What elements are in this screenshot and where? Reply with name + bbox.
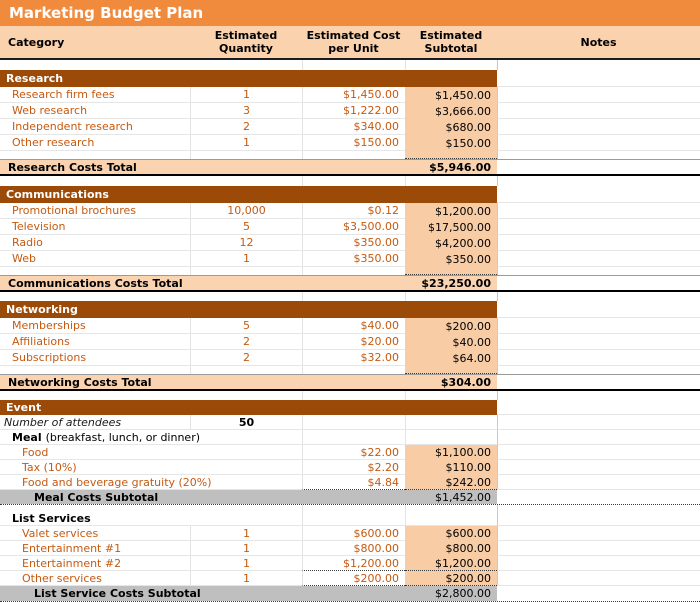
quantity-cell[interactable]: 2	[190, 334, 302, 350]
row-label[interactable]: Food	[0, 445, 302, 460]
notes-cell[interactable]	[497, 186, 700, 203]
table-row	[0, 235, 700, 251]
list-services-group-row	[0, 511, 700, 526]
section-header-networking	[0, 301, 700, 318]
quantity-cell[interactable]: 1	[190, 251, 302, 267]
row-label[interactable]: Other services	[0, 571, 190, 586]
row-label[interactable]: Television	[0, 219, 190, 235]
notes-cell[interactable]	[497, 301, 700, 318]
row-label[interactable]: Entertainment #2	[0, 556, 190, 571]
notes-cell[interactable]	[497, 219, 700, 235]
cost-cell[interactable]: $3,500.00	[302, 219, 405, 235]
table-row	[0, 334, 700, 350]
subtotal-cell[interactable]: $3,666.00	[405, 103, 497, 119]
row-label[interactable]: Valet services	[0, 526, 190, 541]
notes-cell[interactable]	[497, 475, 700, 490]
notes-cell[interactable]	[497, 526, 700, 541]
cost-cell[interactable]: $1,222.00	[302, 103, 405, 119]
cost-cell[interactable]: $0.12	[302, 203, 405, 219]
list-subtotal-value[interactable]: $2,800.00	[405, 586, 497, 601]
row-label[interactable]: Subscriptions	[0, 350, 190, 366]
notes-cell[interactable]	[497, 103, 700, 119]
header-quantity: Estimated Quantity	[214, 29, 278, 55]
spacer-row	[0, 391, 700, 400]
notes-cell	[497, 490, 700, 504]
row-label[interactable]: Food and beverage gratuity (20%)	[0, 475, 302, 490]
table-row	[0, 556, 700, 571]
notes-cell[interactable]	[497, 350, 700, 366]
meal-group-desc: (breakfast, lunch, or dinner)	[45, 430, 201, 444]
spacer-row	[0, 176, 700, 186]
subtotal-cell[interactable]: $1,200.00	[405, 203, 497, 219]
spacer-row	[0, 60, 700, 70]
table-row	[0, 445, 700, 460]
subtotal-cell[interactable]: $40.00	[405, 334, 497, 350]
table-row	[0, 571, 700, 586]
subtotal-cell[interactable]: $110.00	[405, 460, 497, 475]
subtotal-cell[interactable]	[405, 430, 497, 445]
subtotal-cell[interactable]: $242.00	[405, 475, 497, 490]
table-row	[0, 526, 700, 541]
spacer-row	[0, 292, 700, 301]
subtotal-cell[interactable]: $600.00	[405, 526, 497, 541]
cost-cell[interactable]: $350.00	[302, 251, 405, 267]
notes-cell[interactable]	[497, 203, 700, 219]
quantity-cell[interactable]: 3	[190, 103, 302, 119]
cost-cell[interactable]: $150.00	[302, 135, 405, 151]
meal-group-label: Meal	[12, 430, 42, 444]
notes-cell	[497, 375, 700, 389]
table-row	[0, 203, 700, 219]
header-notes: Notes	[580, 35, 617, 49]
list-subtotal-label: List Service Costs Subtotal	[0, 586, 405, 601]
quantity-cell[interactable]: 5	[190, 318, 302, 334]
table-row	[0, 541, 700, 556]
meal-subtotal-label: Meal Costs Subtotal	[0, 490, 405, 504]
cost-cell[interactable]: $800.00	[302, 541, 405, 556]
attendees-row	[0, 415, 700, 430]
row-label[interactable]: Other research	[0, 135, 190, 151]
table-row	[0, 103, 700, 119]
table-row	[0, 219, 700, 235]
section-title: Networking	[0, 301, 497, 318]
cost-cell[interactable]: $200.00	[302, 571, 405, 586]
total-label: Research Costs Total	[0, 160, 405, 174]
notes-cell[interactable]	[497, 400, 700, 415]
cost-cell[interactable]: $22.00	[302, 445, 405, 460]
column-header-row	[0, 26, 700, 60]
blank-row	[0, 151, 700, 159]
table-row	[0, 135, 700, 151]
notes-cell[interactable]	[497, 460, 700, 475]
notes-cell[interactable]	[497, 334, 700, 350]
notes-cell[interactable]	[497, 430, 700, 445]
subtotal-cell[interactable]: $1,450.00	[405, 87, 497, 103]
table-row	[0, 318, 700, 334]
total-label: Communications Costs Total	[0, 276, 405, 290]
quantity-cell[interactable]: 1	[190, 135, 302, 151]
quantity-cell[interactable]: 1	[190, 556, 302, 571]
subtotal-cell[interactable]: $1,100.00	[405, 445, 497, 460]
notes-cell[interactable]	[497, 318, 700, 334]
subtotal-cell[interactable]: $800.00	[405, 541, 497, 556]
section-title: Communications	[0, 186, 497, 203]
subtotal-cell[interactable]: $200.00	[405, 571, 497, 586]
notes-cell[interactable]	[497, 70, 700, 87]
cost-cell[interactable]: $40.00	[302, 318, 405, 334]
total-value[interactable]: $5,946.00	[405, 160, 497, 174]
cost-cell[interactable]: $32.00	[302, 350, 405, 366]
row-label[interactable]: Web	[0, 251, 190, 267]
subtotal-cell[interactable]: $64.00	[405, 350, 497, 366]
section-title: Event	[0, 400, 497, 415]
notes-cell[interactable]	[497, 511, 700, 526]
total-value[interactable]: $23,250.00	[405, 276, 497, 290]
notes-cell[interactable]	[497, 541, 700, 556]
notes-cell[interactable]	[497, 135, 700, 151]
cost-cell[interactable]: $4.84	[302, 475, 405, 490]
attendees-count-cell[interactable]: 50	[190, 415, 302, 430]
meal-subtotal-value[interactable]: $1,452.00	[405, 490, 497, 504]
row-label[interactable]: Entertainment #1	[0, 541, 190, 556]
section-total-row-networking	[0, 374, 700, 391]
row-label[interactable]: Tax (10%)	[0, 460, 302, 475]
notes-cell	[497, 160, 700, 174]
cost-cell[interactable]: $350.00	[302, 235, 405, 251]
row-label[interactable]: Memberships	[0, 318, 190, 334]
subtotal-cell[interactable]: $4,200.00	[405, 235, 497, 251]
cost-cell[interactable]: $1,200.00	[302, 556, 405, 571]
row-label[interactable]: Research firm fees	[0, 87, 190, 103]
table-row	[0, 119, 700, 135]
cost-cell[interactable]: $20.00	[302, 334, 405, 350]
quantity-cell[interactable]: 2	[190, 350, 302, 366]
total-label: Networking Costs Total	[0, 375, 405, 389]
meal-group-row	[0, 430, 700, 445]
subtotal-cell[interactable]: $150.00	[405, 135, 497, 151]
quantity-cell[interactable]: 1	[190, 541, 302, 556]
notes-cell[interactable]	[497, 415, 700, 430]
quantity-cell[interactable]: 1	[190, 526, 302, 541]
blank-row	[0, 267, 700, 275]
section-header-communications	[0, 186, 700, 203]
cost-cell[interactable]	[302, 511, 405, 526]
section-total-row-communications	[0, 275, 700, 292]
total-value[interactable]: $304.00	[405, 375, 497, 389]
cost-cell[interactable]: $1,450.00	[302, 87, 405, 103]
header-subtotal: Estimated Subtotal	[419, 29, 483, 55]
quantity-cell[interactable]: 5	[190, 219, 302, 235]
section-header-research	[0, 70, 700, 87]
attendees-label: Number of attendees	[0, 415, 190, 430]
notes-cell	[497, 276, 700, 290]
blank-row	[0, 366, 700, 374]
cost-cell[interactable]: $600.00	[302, 526, 405, 541]
meal-subtotal-row	[0, 490, 700, 505]
notes-cell[interactable]	[497, 251, 700, 267]
notes-cell[interactable]	[497, 445, 700, 460]
header-category: Category	[8, 35, 65, 49]
row-label[interactable]: Radio	[0, 235, 190, 251]
quantity-cell[interactable]: 1	[190, 87, 302, 103]
section-total-row-research	[0, 159, 700, 176]
section-title: Research	[0, 70, 497, 87]
row-label[interactable]: Web research	[0, 103, 190, 119]
cost-cell[interactable]: $340.00	[302, 119, 405, 135]
table-row	[0, 475, 700, 490]
table-row	[0, 87, 700, 103]
table-row	[0, 350, 700, 366]
header-cost-per-unit: Estimated Cost per Unit	[306, 29, 401, 55]
cost-cell[interactable]: $2.20	[302, 460, 405, 475]
page-title: Marketing Budget Plan	[9, 4, 204, 22]
row-label[interactable]: Promotional brochures	[0, 203, 190, 219]
quantity-cell[interactable]: 10,000	[190, 203, 302, 219]
notes-cell	[497, 586, 700, 601]
section-header-event	[0, 400, 700, 415]
subtotal-cell[interactable]: $350.00	[405, 251, 497, 267]
notes-cell[interactable]	[497, 571, 700, 586]
subtotal-cell[interactable]	[405, 511, 497, 526]
table-row	[0, 460, 700, 475]
notes-cell[interactable]	[497, 119, 700, 135]
cost-cell[interactable]	[302, 415, 405, 430]
subtotal-cell[interactable]: $680.00	[405, 119, 497, 135]
row-label[interactable]: Independent research	[0, 119, 190, 135]
quantity-cell[interactable]: 2	[190, 119, 302, 135]
table-row	[0, 251, 700, 267]
list-subtotal-row	[0, 586, 700, 602]
list-services-label: List Services	[0, 511, 302, 526]
subtotal-cell[interactable]: $1,200.00	[405, 556, 497, 571]
notes-cell[interactable]	[497, 556, 700, 571]
notes-cell[interactable]	[497, 235, 700, 251]
subtotal-cell[interactable]	[405, 415, 497, 430]
page-title-bar	[0, 0, 700, 26]
quantity-cell[interactable]: 12	[190, 235, 302, 251]
notes-cell[interactable]	[497, 87, 700, 103]
subtotal-cell[interactable]: $17,500.00	[405, 219, 497, 235]
cost-cell[interactable]	[302, 430, 405, 445]
quantity-cell[interactable]: 1	[190, 571, 302, 586]
subtotal-cell[interactable]: $200.00	[405, 318, 497, 334]
row-label[interactable]: Affiliations	[0, 334, 190, 350]
